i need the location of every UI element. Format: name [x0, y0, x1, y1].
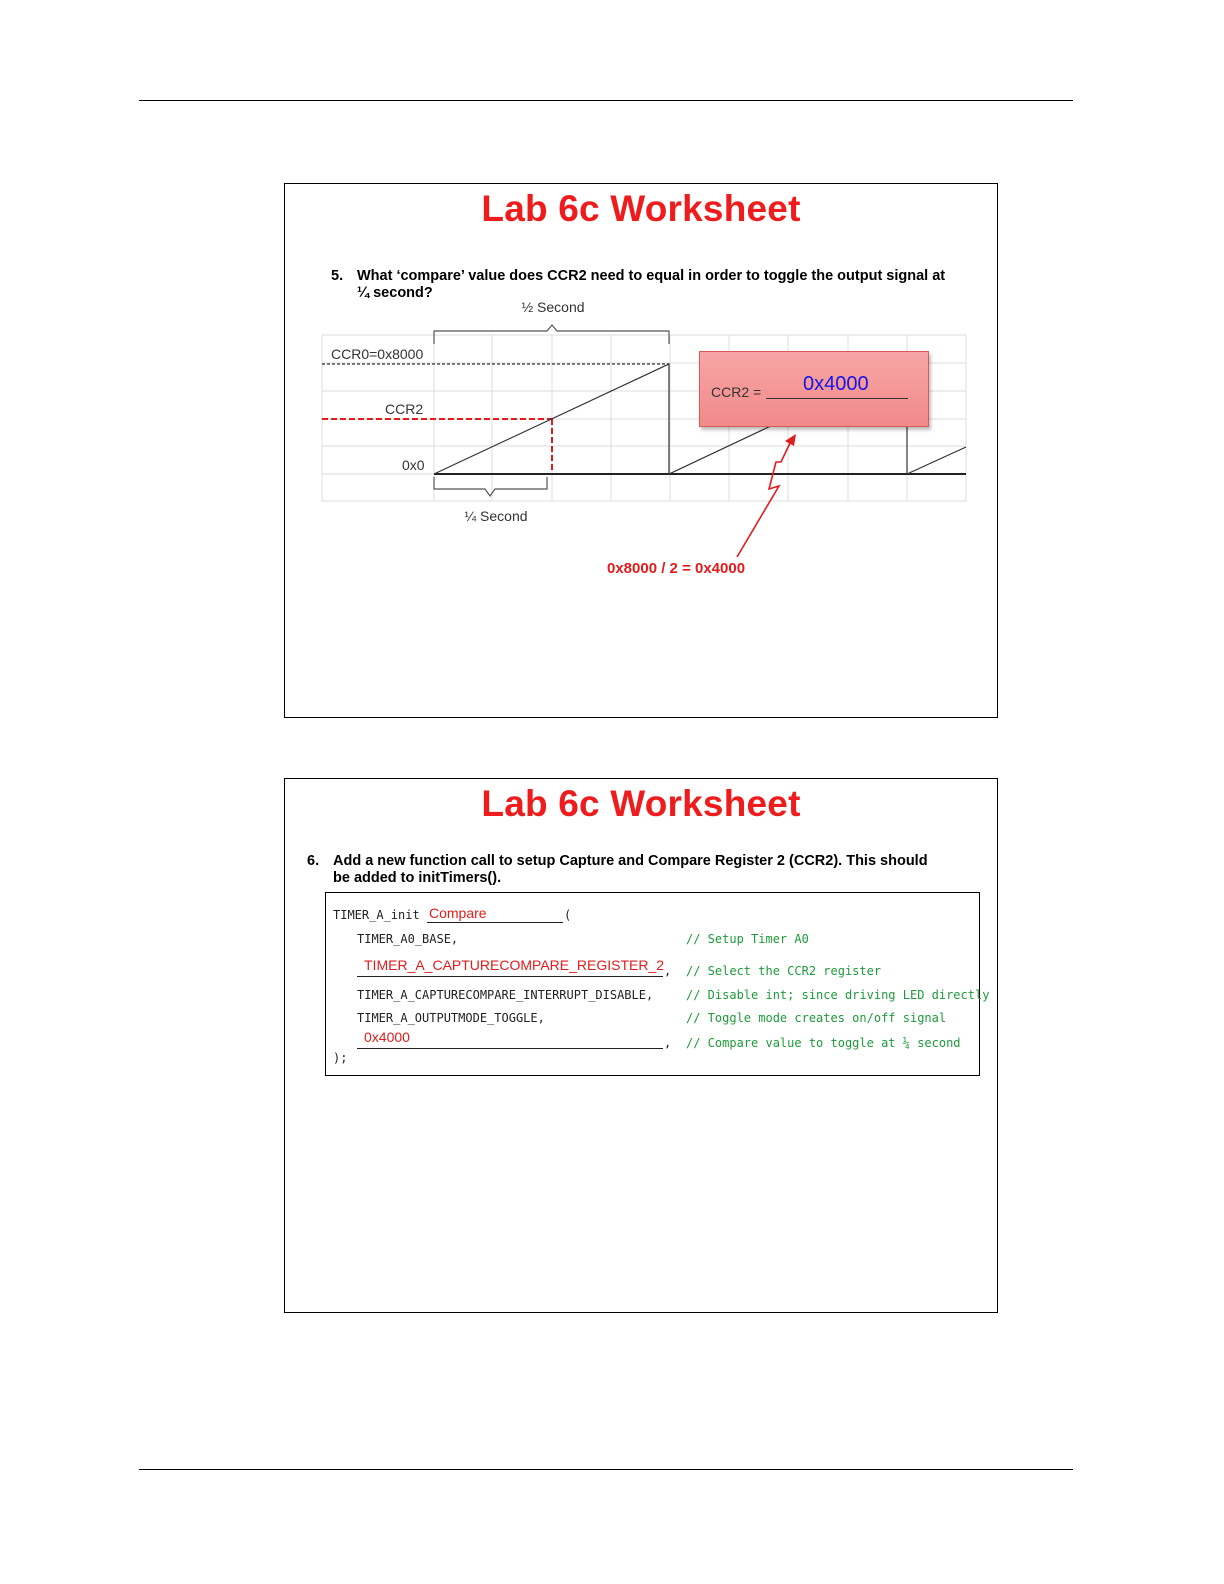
header-rule — [139, 100, 1073, 101]
answer-label: CCR2 = — [711, 384, 762, 400]
register-fill: TIMER_A_CAPTURECOMPARE_REGISTER_2 — [364, 957, 665, 973]
quarter-second-brace — [434, 477, 547, 496]
quarter-second-label: ¼ Second — [464, 508, 528, 524]
answer-value: 0x4000 — [803, 373, 869, 395]
comment-compare-value: // Compare value to toggle at ¼ second — [686, 1036, 961, 1050]
pointer-arrowhead — [785, 434, 796, 446]
worksheet-slide-6 — [284, 778, 998, 1313]
ccr2-label: CCR2 — [385, 401, 424, 417]
question-number: 6. — [307, 853, 320, 869]
code-snippet-box — [325, 892, 990, 1076]
close-paren: ); — [333, 1051, 348, 1065]
formula-annotation: 0x8000 / 2 = 0x4000 — [607, 560, 746, 577]
function-name-underline — [427, 922, 563, 923]
register-underline — [357, 976, 663, 977]
comment-setup-timer: // Setup Timer A0 — [686, 932, 809, 946]
question-text-line-2: be added to initTimers(). — [333, 870, 502, 886]
slide-title: Lab 6c Worksheet — [481, 783, 801, 824]
question-text-line-1: Add a new function call to setup Capture and Compare Register 2 (CCR2). This should — [333, 853, 928, 869]
code-line-interrupt: TIMER_A_CAPTURECOMPARE_INTERRUPT_DISABLE, — [357, 988, 654, 1002]
question-text-line-2: ¼ second? — [357, 285, 433, 301]
pointer-arrow — [737, 441, 791, 557]
timer-waveform-diagram — [285, 184, 997, 717]
ccr0-label: CCR0=0x8000 — [331, 346, 424, 362]
code-line-base: TIMER_A0_BASE, — [357, 932, 459, 946]
answer-underline — [766, 398, 908, 399]
function-name-prefix: TIMER_A_init — [333, 908, 420, 922]
worksheet-slide-5 — [284, 183, 998, 718]
slide-title: Lab 6c Worksheet — [481, 188, 801, 229]
answer-box — [699, 351, 929, 427]
footer-rule — [139, 1469, 1073, 1470]
question-text-line-1: What ‘compare’ value does CCR2 need to equal in order to toggle the output signal at — [357, 268, 946, 284]
register-comma: , — [664, 964, 672, 978]
half-second-label: ½ Second — [521, 299, 585, 315]
code-line-output-mode: TIMER_A_OUTPUTMODE_TOGGLE, — [357, 1011, 545, 1025]
comment-select-register: // Select the CCR2 register — [686, 964, 882, 978]
compare-value-underline — [357, 1048, 663, 1049]
function-name-fill: Compare — [429, 905, 487, 921]
zero-label: 0x0 — [402, 457, 425, 473]
question-number: 5. — [331, 268, 344, 284]
sawtooth-ramp-3 — [907, 447, 966, 474]
compare-value-fill: 0x4000 — [364, 1029, 410, 1045]
comment-toggle-mode: // Toggle mode creates on/off signal — [686, 1011, 947, 1025]
open-paren: ( — [564, 908, 572, 922]
comment-disable-int: // Disable int; since driving LED directly — [686, 988, 990, 1002]
compare-value-comma: , — [664, 1036, 672, 1050]
